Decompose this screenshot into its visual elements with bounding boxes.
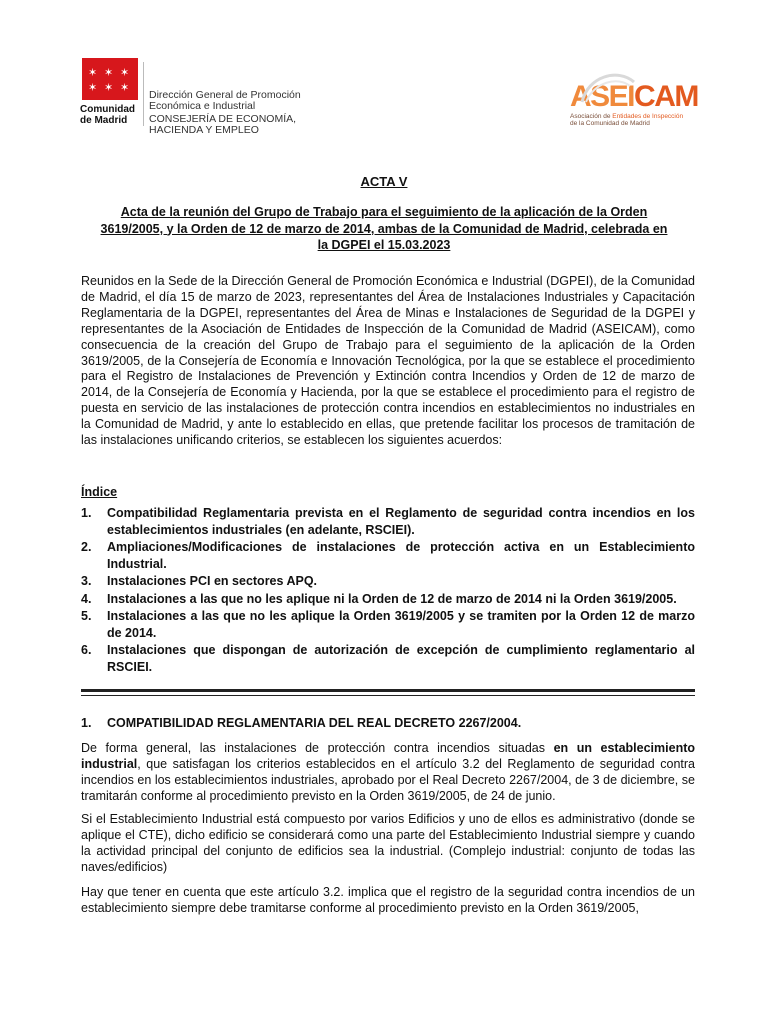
- document-heading: ACTA V: [360, 174, 408, 189]
- aseicam-tag-part2: de la Comunidad de Madrid: [570, 120, 650, 127]
- ministry-line2: HACIENDA Y EMPLEO: [149, 124, 259, 136]
- index-item: [81, 505, 695, 538]
- intro-paragraph: Reunidos en la Sede de la Dirección General de Promoción Económica e Industrial (DGPEI), de la Comunidad de Madrid, el día 15 de marzo de 2023, representantes del Área de Instalaciones Industriales y Capacitación Reglamentaria de la DGPEI, representantes del Área de Minas e Instalaciones de Seguridad de la DGPEI y representantes de la Asociación de Entidades de Inspección de la Comunidad de Madrid (ASEICAM), como consecuencia de la creación del Grupo de Trabajo para el seguimiento de la aplicación de la Orden 3619/2005, de la Consejería de Economía e Innovación Tecnológica, por la que se establece el procedimiento para el Registro de Instalaciones de Prevención y Extinción contra Incendios y Orden de 12 de marzo de 2014, de la Consejería de Economía y Hacienda, por la que se establece el procedimiento para el registro de puesta en servicio de las instalaciones de protección contra incendios en establecimientos no industriales en la Comunidad de Madrid, y ante lo establecido en ellas, que pretende facilitar los procesos de tramitación de las instalaciones unificando criterios, se establecen los siguientes acuerdos:: [81, 274, 695, 448]
- section-title: [81, 716, 521, 730]
- index-item: [81, 573, 695, 590]
- section-paragraph-1: [81, 741, 695, 805]
- comunidad-de-madrid-logo: [80, 58, 140, 126]
- aseicam-swoosh-icon: [578, 68, 638, 108]
- paragraph-bold-text: en un establecimiento industrial: [81, 741, 696, 771]
- aseicam-word-part2: CAM: [634, 80, 698, 113]
- paragraph-text: , que satisfagan los criterios establecidos en el artículo 3.2 del Reglamento de seguridad contra incendios en los establecimientos industriales, aprobado por el Real Decreto 2267/2004, de 3 de diciembre, se tramitarán conforme al procedimiento previsto en la Orden 3619/2005, de 24 de junio.: [81, 756, 695, 803]
- index-item-text: Instalaciones PCI en sectores APQ.: [107, 574, 318, 588]
- aseicam-tagline: [570, 113, 695, 127]
- logo-name-line1: Comunidad: [80, 104, 135, 115]
- document-subtitle: Acta de la reunión del Grupo de Trabajo para el seguimiento de la aplicación de la Orden 3619/2005, y la Orden de 12 de marzo de 2014, ambas de la Comunidad de Madrid, celebrada en la DGPEI el 15.03.2023: [100, 205, 668, 252]
- index-item: [81, 608, 695, 641]
- index-item-text: Instalaciones a las que no les aplique ni la Orden de 12 de marzo de 2014 ni la Orden 3619/2005.: [107, 591, 677, 606]
- section-divider-thin: [81, 695, 695, 696]
- section-divider-thick: [81, 689, 695, 692]
- index-item-number: 6.: [81, 643, 92, 657]
- section-number: 1.: [81, 716, 92, 730]
- logo-name: [80, 104, 140, 126]
- index-item: [81, 591, 695, 608]
- index-item-number: 5.: [81, 609, 92, 623]
- index-item-number: 3.: [81, 574, 92, 588]
- index-item-text: Instalaciones que dispongan de autorización de excepción de cumplimiento reglamentario al RSCIEI.: [107, 643, 695, 674]
- aseicam-word-part1: ASEI: [570, 80, 635, 113]
- section-title-text: COMPATIBILIDAD REGLAMENTARIA DEL REAL DECRETO 2267/2004.: [107, 716, 522, 730]
- index-item-number: 4.: [81, 591, 92, 606]
- header-divider: [143, 62, 144, 126]
- index-item: [81, 642, 695, 675]
- aseicam-logo: [570, 80, 698, 127]
- logo-name-line2: de Madrid: [80, 115, 128, 126]
- index-item: [81, 539, 695, 572]
- aseicam-tag-part1: Asociación de: [570, 113, 613, 120]
- index-item-text: Compatibilidad Reglamentaria prevista en el Reglamento de seguridad contra incendios en los establecimientos industriales (en adelante, RSCIEI).: [107, 506, 695, 537]
- section-paragraph-2: Si el Establecimiento Industrial está compuesto por varios Edificios y uno de ellos es administrativo (donde se aplique el CTE), dicho edificio se considerará como una parte del Establecimiento Industrial siempre y cuando la actividad principal del conjunto de edificios sea la industrial. (Complejo industrial: conjunto de todas las naves/edificios): [81, 812, 695, 874]
- dept-line1: Dirección General de Promoción: [149, 89, 301, 101]
- index-list: [81, 505, 695, 676]
- madrid-flag-icon: ✶ ✶ ✶ ✶ ✶ ✶: [82, 58, 138, 100]
- index-item-number: 1.: [81, 506, 92, 520]
- dept-line2: Económica e Industrial: [149, 100, 256, 112]
- index-item-number: 2.: [81, 540, 92, 554]
- paragraph-text: De forma general, las instalaciones de protección contra incendios situadas: [81, 741, 554, 755]
- section-paragraph-3: Hay que tener en cuenta que este artículo 3.2. implica que el registro de la seguridad contra incendios de un establecimiento siempre debe tramitarse conforme al procedimiento previsto en la Orden 3619/2005,: [81, 885, 695, 915]
- index-item-text: Ampliaciones/Modificaciones de instalaciones de protección activa en un Establecimiento Industrial.: [107, 540, 695, 571]
- index-title: Índice: [81, 485, 118, 499]
- index-item-text: Instalaciones a las que no les aplique la Orden 3619/2005 y se tramiten por la Orden 12 de marzo de 2014.: [107, 609, 695, 640]
- department-text: [149, 90, 301, 136]
- ministry-line1: CONSEJERÍA DE ECONOMÍA,: [149, 113, 297, 125]
- aseicam-tag-highlight: Entidades de Inspección: [612, 113, 684, 120]
